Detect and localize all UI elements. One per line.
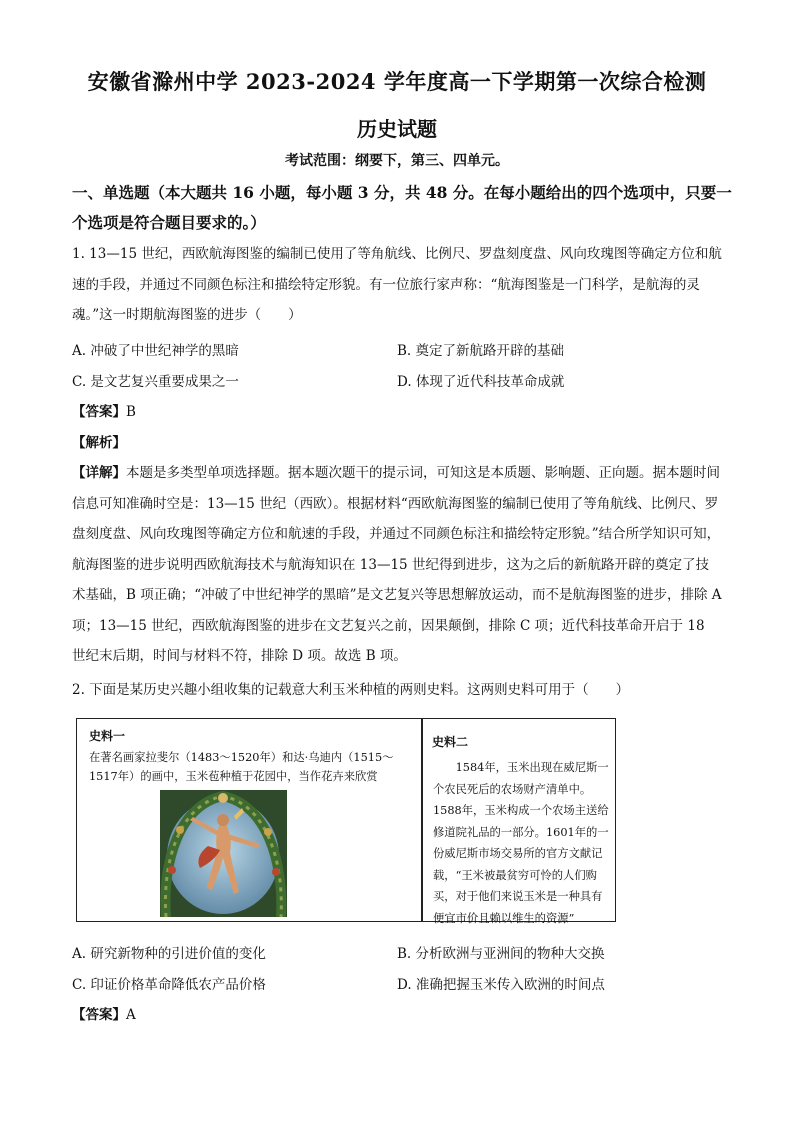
q1-analysis-label [72,431,126,451]
answer-value: A [126,1007,136,1023]
q1-option-a: A. 冲破了中世纪神学的黑暗 [72,343,239,359]
q1-option-d: D. 体现了近代科技革命成就 [397,374,565,390]
fresco-painting-image [160,790,287,917]
page-subtitle: 历史试题 [357,117,437,141]
answer-label: 【答案】 [72,1007,126,1023]
q2-option-a: A. 研究新物种的引进价值的变化 [72,946,266,962]
source-material-table [76,718,616,925]
q1-option-c: C. 是文艺复兴重要成果之一 [72,374,239,390]
detail-label: 【详解】 [72,465,126,481]
q1-answer [72,400,136,420]
answer-value: B [126,404,136,420]
page-title: 安徽省滁州中学 2023-2024 学年度高一下学期第一次综合检测 [87,69,707,94]
q1-detail [72,458,722,672]
section-heading: 一、单选题（本大题共 16 小题，每小题 3 分，共 48 分。在每小题给出的四个选项中，只要一个选项是符合题目要求的。） [72,183,732,232]
material-2-text: 1584年，玉米出现在威尼斯一个农民死后的农场财产清单中。1588年，玉米构成一个农场主送给修道院礼品的一部分。1601年的一份威尼斯市场交易所的官方文献记载，“王米被最贫穷可怜的人们购买，对于他们来说玉米是一种具有便宜市价且赖以维生的资源” [433,761,609,925]
analysis-label: 【解析】 [72,435,126,451]
q2-option-d: D. 准确把握玉米传入欧洲的时间点 [397,977,605,993]
answer-label: 【答案】 [72,404,126,420]
q1-option-b: B. 奠定了新航路开辟的基础 [397,343,565,359]
q2-option-c: C. 印证价格革命降低农产品价格 [72,977,266,993]
q2-answer [72,1003,136,1023]
q2-option-b: B. 分析欧洲与亚洲间的物种大交换 [397,946,605,962]
material-1-heading: 史料一 [89,729,126,743]
material-1-text: 在著名画家拉斐尔（1483～1520年）和达·乌迪内（1515～1517年）的画中，玉米苞种植于花园中，当作花卉来欣赏 [89,751,394,783]
exam-scope: 考试范围：纲要下，第三、四单元。 [285,153,509,169]
table-divider [421,719,423,921]
detail-text: 本题是多类型单项选择题。据本题次题干的提示词，可知这是本质题、影响题、正向题。据本题时间信息可知准确时空是：13—15 世纪（西欧）。根据材料“西欧航海图鉴的编制已使用了等角航线、比例尺、罗盘刻度盘、风向玫瑰图等确定方位和航速的手段，并通过不同颜色标注和描绘特定形貌。”结合所学知识可知，航海图鉴的进步说明西欧航海技术与航海知识在 13—15 世纪得到进步，这为之后的新航路开辟的奠定了技术基础，B 项正确；“冲破了中世纪神学的黑暗”是文艺复兴等思想解放运动，而不是航海图鉴的进步，排除 A 项；13—15 世纪，西欧航海图鉴的进步在文艺复兴之前，因果颠倒，排除 C 项；近代科技革命开启于 18 世纪末后期，时间与材料不符，排除 D 项。故选 B 项。 [72,465,722,664]
material-2-heading: 史料二 [432,735,469,749]
q1-stem: 1. 13—15 世纪，西欧航海图鉴的编制已使用了等角航线、比例尺、罗盘刻度盘、风向玫瑰图等确定方位和航速的手段，并通过不同颜色标注和描绘特定形貌。有一位旅行家声称：“航海图鉴是一门科学，是航海的灵魂。”这一时期航海图鉴的进步（ ） [72,246,722,323]
q2-stem: 2. 下面是某历史兴趣小组收集的记载意大利玉米种植的两则史料。这两则史料可用于（ ） [72,682,630,698]
